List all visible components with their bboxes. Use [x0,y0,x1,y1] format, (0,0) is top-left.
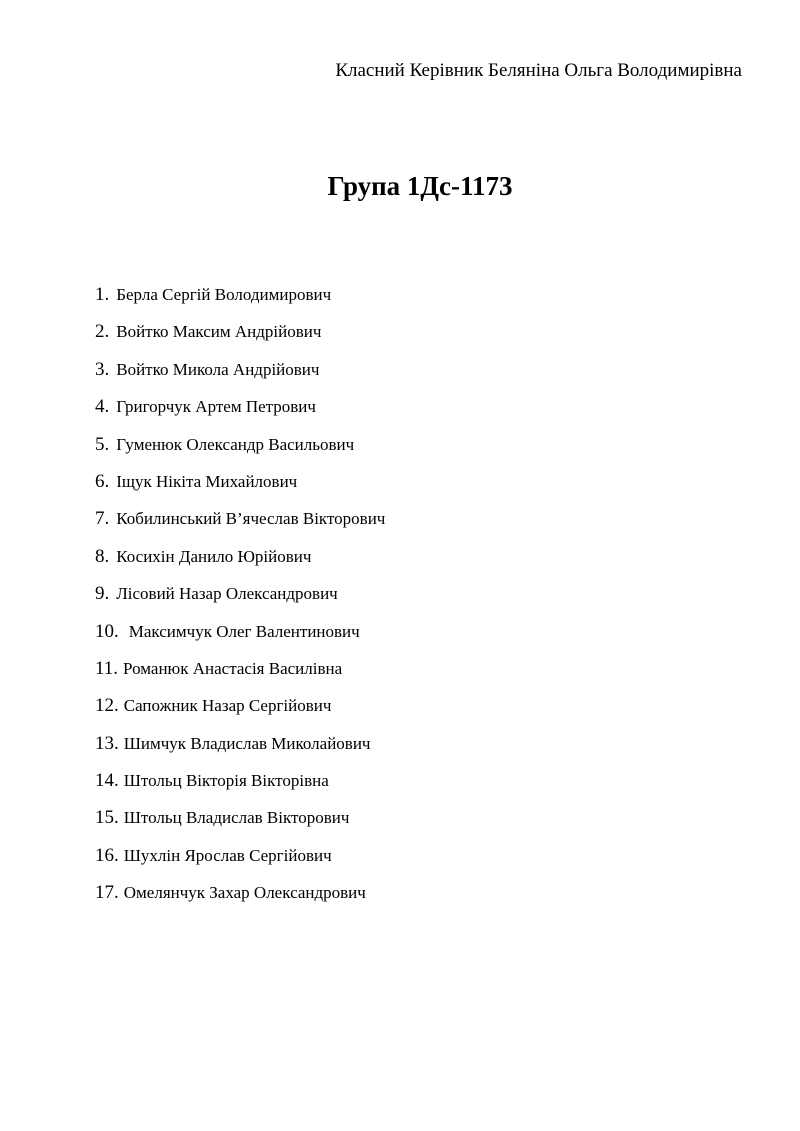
student-name: Омелянчук Захар Олександрович [123,883,366,903]
student-number: 13. [95,732,119,754]
student-name: Іщук Нікіта Михайлович [116,471,298,491]
student-name: Войтко Микола Андрійович [116,359,320,379]
student-list-item [95,582,385,619]
class-teacher-line: Класний Керівник Беляніна Ольга Володимирівна [335,60,742,81]
student-list-item [95,470,385,507]
student-number: 2. [95,321,110,343]
student-number: 4. [95,396,110,418]
student-number: 15. [95,807,119,829]
student-list-item [95,732,385,769]
student-name: Штольц Владислав Вікторович [123,808,350,828]
group-title: Група 1Дс-1173 [327,171,513,201]
student-list-item [95,620,385,657]
student-list-item [95,283,385,320]
student-list-item [95,694,385,731]
student-name: Гуменюк Олександр Васильович [116,434,355,454]
student-name: Войтко Максим Андрійович [116,322,322,342]
student-name: Григорчук Артем Петрович [116,397,316,417]
student-number: 6. [95,470,110,492]
student-number: 17. [95,882,119,904]
student-list-item [95,320,385,357]
student-name: Лісовий Назар Олександрович [116,584,338,604]
student-list-item [95,433,385,470]
student-list [95,283,385,919]
student-number: 9. [95,583,110,605]
student-list-item [95,507,385,544]
student-name: Кобилинський В’ячеслав Вікторович [116,509,386,529]
student-name: Максимчук Олег Валентинович [128,621,360,641]
student-number: 10. [95,620,119,642]
student-name: Штольц Вікторія Вікторівна [123,771,329,791]
student-number: 16. [95,844,119,866]
student-number: 11. [95,657,119,679]
student-list-item [95,545,385,582]
student-number: 1. [95,284,110,305]
student-list-item [95,881,385,918]
student-number: 8. [95,545,110,567]
student-number: 7. [95,508,110,530]
student-name: Шухлін Ярослав Сергійович [123,845,332,865]
student-name: Косихін Данило Юрійович [116,546,312,566]
student-name: Берла Сергій Володимирович [116,285,332,304]
student-name: Романюк Анастасія Василівна [123,658,343,678]
student-list-item [95,395,385,432]
student-list-item [95,806,385,843]
student-list-item [95,657,385,694]
student-number: 3. [95,358,110,380]
student-number: 12. [95,695,119,717]
student-list-item [95,844,385,881]
student-name: Сапожник Назар Сергійович [123,696,332,716]
student-number: 5. [95,433,110,455]
student-name: Шимчук Владислав Миколайович [123,733,371,753]
student-number: 14. [95,770,119,792]
student-list-item [95,358,385,395]
student-list-item [95,769,385,806]
